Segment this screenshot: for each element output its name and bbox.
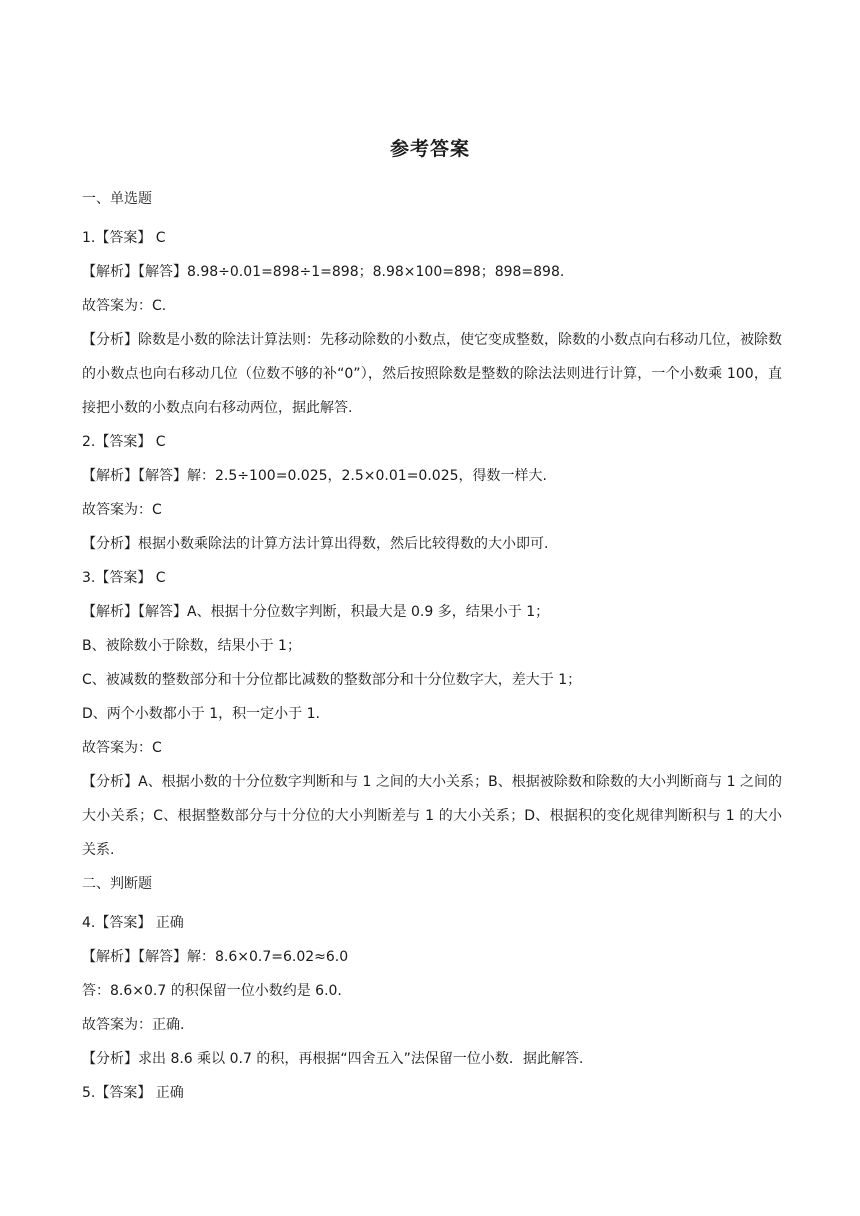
analysis-3: 【分析】A、根据小数的十分位数字判断和与 1 之间的大小关系；B、根据被除数和除数的大小判断商与 1 之间的大小关系；C、根据整数部分与十分位的大小判断差与 1 的大小关系；D、根据积的变化规律判断积与 1 的大小关系. bbox=[82, 774, 782, 858]
answer-line-2: 2.【答案】 C bbox=[82, 434, 166, 450]
page-title: 参考答案 bbox=[389, 138, 470, 160]
explanation-2: 【解析】【解答】解：2.5÷100=0.025，2.5×0.01=0.025，得数一样大. bbox=[82, 468, 547, 484]
answer-line-1: 1.【答案】 C bbox=[82, 230, 166, 246]
explanation-4-answer: 答：8.6×0.7 的积保留一位小数约是 6.0. bbox=[82, 983, 342, 999]
answer-line-5: 5.【答案】 正确 bbox=[82, 1085, 184, 1101]
answer-line-3: 3.【答案】 C bbox=[82, 570, 166, 586]
answer-content bbox=[82, 182, 782, 1110]
explanation-1: 【解析】【解答】8.98÷0.01=898÷1=898；8.98×100=898；898=898. bbox=[82, 264, 565, 280]
explanation-3-b: B、被除数小于除数，结果小于 1； bbox=[82, 638, 301, 654]
explanation-3-d: D、两个小数都小于 1，积一定小于 1. bbox=[82, 706, 320, 722]
analysis-2: 【分析】根据小数乘除法的计算方法计算出得数，然后比较得数的大小即可. bbox=[82, 536, 549, 552]
explanation-3: 【解析】【解答】A、根据十分位数字判断，积最大是 0.9 多，结果小于 1； bbox=[82, 604, 550, 620]
analysis-1: 【分析】除数是小数的除法计算法则：先移动除数的小数点，使它变成整数，除数的小数点向右移动几位，被除数的小数点也向右移动几位（位数不够的补“0”），然后按照除数是整数的除法法则进行计算，一个小数乘 100，直接把小数的小数点向右移动两位，据此解答. bbox=[82, 332, 782, 416]
section-heading-single-choice: 一、单选题 bbox=[82, 191, 152, 207]
explanation-3-c: C、被减数的整数部分和十分位都比减数的整数部分和十分位数字大，差大于 1； bbox=[82, 672, 582, 688]
section-heading-true-false: 二、判断题 bbox=[82, 876, 152, 892]
answer-line-4: 4.【答案】 正确 bbox=[82, 915, 184, 931]
explanation-4: 【解析】【解答】解：8.6×0.7=6.02≈6.0 bbox=[82, 949, 349, 965]
conclusion-2: 故答案为：C bbox=[82, 502, 162, 518]
conclusion-1: 故答案为：C. bbox=[82, 298, 167, 314]
analysis-4: 【分析】求出 8.6 乘以 0.7 的积，再根据“四舍五入”法保留一位小数．据此解答. bbox=[82, 1051, 584, 1067]
conclusion-3: 故答案为：C bbox=[82, 740, 162, 756]
conclusion-4: 故答案为：正确. bbox=[82, 1017, 185, 1033]
